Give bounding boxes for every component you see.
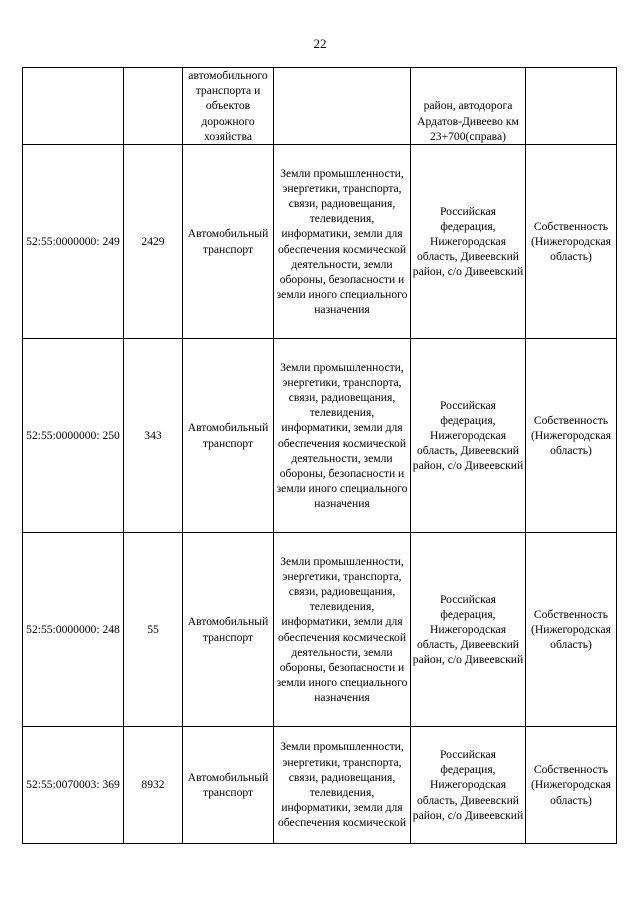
- table-row: [23, 533, 617, 727]
- address-cell: [411, 339, 526, 533]
- address-text: Российская федерация, Нижегородская область, Дивеевский район, с/о Дивеевский: [412, 592, 524, 667]
- category-text: Земли промышленности, энергетики, транспорта, связи, радиовещания, телевидения, информатики, земли для обеспечения космической деятельности, земли обороны, безопасности и земли иного специального назначения: [276, 360, 408, 511]
- table-row-continuation: [23, 68, 617, 145]
- address-text: Российская федерация, Нижегородская область, Дивеевский район, с/о Дивеевский: [412, 398, 524, 473]
- area-cell: [124, 145, 183, 339]
- usage-cell: [183, 68, 274, 145]
- area-value: 55: [147, 622, 159, 636]
- ownership-cell: [526, 339, 617, 533]
- usage-text: Автомобильный транспорт: [187, 227, 269, 256]
- address-cell: [411, 68, 526, 145]
- cadastral-number: 52:55:0000000: 250: [26, 428, 120, 442]
- usage-cell: [183, 145, 274, 339]
- category-cell: [274, 533, 411, 727]
- area-cell: [124, 533, 183, 727]
- land-plots-table: [22, 67, 617, 844]
- category-text: Земли промышленности, энергетики, транспорта, связи, радиовещания, телевидения, информатики, земли для обеспечения космической: [277, 740, 407, 830]
- usage-cell: [183, 727, 274, 844]
- cadastral-cell: [23, 339, 124, 533]
- ownership-text: Собственность (Нижегородская область): [531, 763, 611, 807]
- usage-text: Автомобильный транспорт: [187, 770, 269, 800]
- category-text: Земли промышленности, энергетики, транспорта, связи, радиовещания, телевидения, информатики, земли для обеспечения космической деятельности, земли обороны, безопасности и земли иного специального назначения: [276, 554, 408, 705]
- table-row: [23, 339, 617, 533]
- usage-cell: [183, 533, 274, 727]
- address-text: Российская федерация, Нижегородская область, Дивеевский район, с/о Дивеевский: [412, 748, 524, 822]
- address-text: район, автодорога Ардатов-Дивеево км 23+700(справа): [417, 99, 519, 143]
- table-row: [23, 145, 617, 339]
- category-text: Земли промышленности, энергетики, транспорта, связи, радиовещания, телевидения, информатики, земли для обеспечения космической деятельности, земли обороны, безопасности и земли иного специального назначения: [276, 166, 408, 317]
- category-cell: [274, 68, 411, 145]
- cadastral-number: 52:55:0000000: 248: [26, 622, 120, 636]
- cadastral-cell: [23, 533, 124, 727]
- usage-text: Автомобильный транспорт: [187, 615, 269, 644]
- usage-cell: [183, 339, 274, 533]
- ownership-cell: [526, 68, 617, 145]
- cadastral-cell: [23, 727, 124, 844]
- area-value: 2429: [141, 234, 165, 248]
- ownership-cell: [526, 145, 617, 339]
- ownership-text: Собственность (Нижегородская область): [531, 219, 611, 264]
- cadastral-number: 52:55:0070003: 369: [26, 778, 120, 792]
- usage-text: автомобильного транспорта и объектов дорожного хозяйства: [188, 69, 268, 143]
- ownership-cell: [526, 533, 617, 727]
- category-cell: [274, 145, 411, 339]
- page-number: 22: [313, 36, 327, 51]
- area-value: 343: [144, 428, 162, 442]
- area-value: 8932: [141, 778, 165, 792]
- address-cell: [411, 727, 526, 844]
- address-cell: [411, 533, 526, 727]
- ownership-cell: [526, 727, 617, 844]
- cadastral-number: 52:55:0000000: 249: [26, 234, 120, 248]
- address-cell: [411, 145, 526, 339]
- category-cell: [274, 339, 411, 533]
- cadastral-cell: [23, 68, 124, 145]
- ownership-text: Собственность (Нижегородская область): [531, 413, 611, 458]
- area-cell: [124, 727, 183, 844]
- area-cell: [124, 68, 183, 145]
- category-cell: [274, 727, 411, 844]
- ownership-text: Собственность (Нижегородская область): [531, 607, 611, 652]
- usage-text: Автомобильный транспорт: [187, 421, 269, 450]
- table-row: [23, 727, 617, 844]
- cadastral-cell: [23, 145, 124, 339]
- area-cell: [124, 339, 183, 533]
- address-text: Российская федерация, Нижегородская область, Дивеевский район, с/о Дивеевский: [412, 204, 524, 279]
